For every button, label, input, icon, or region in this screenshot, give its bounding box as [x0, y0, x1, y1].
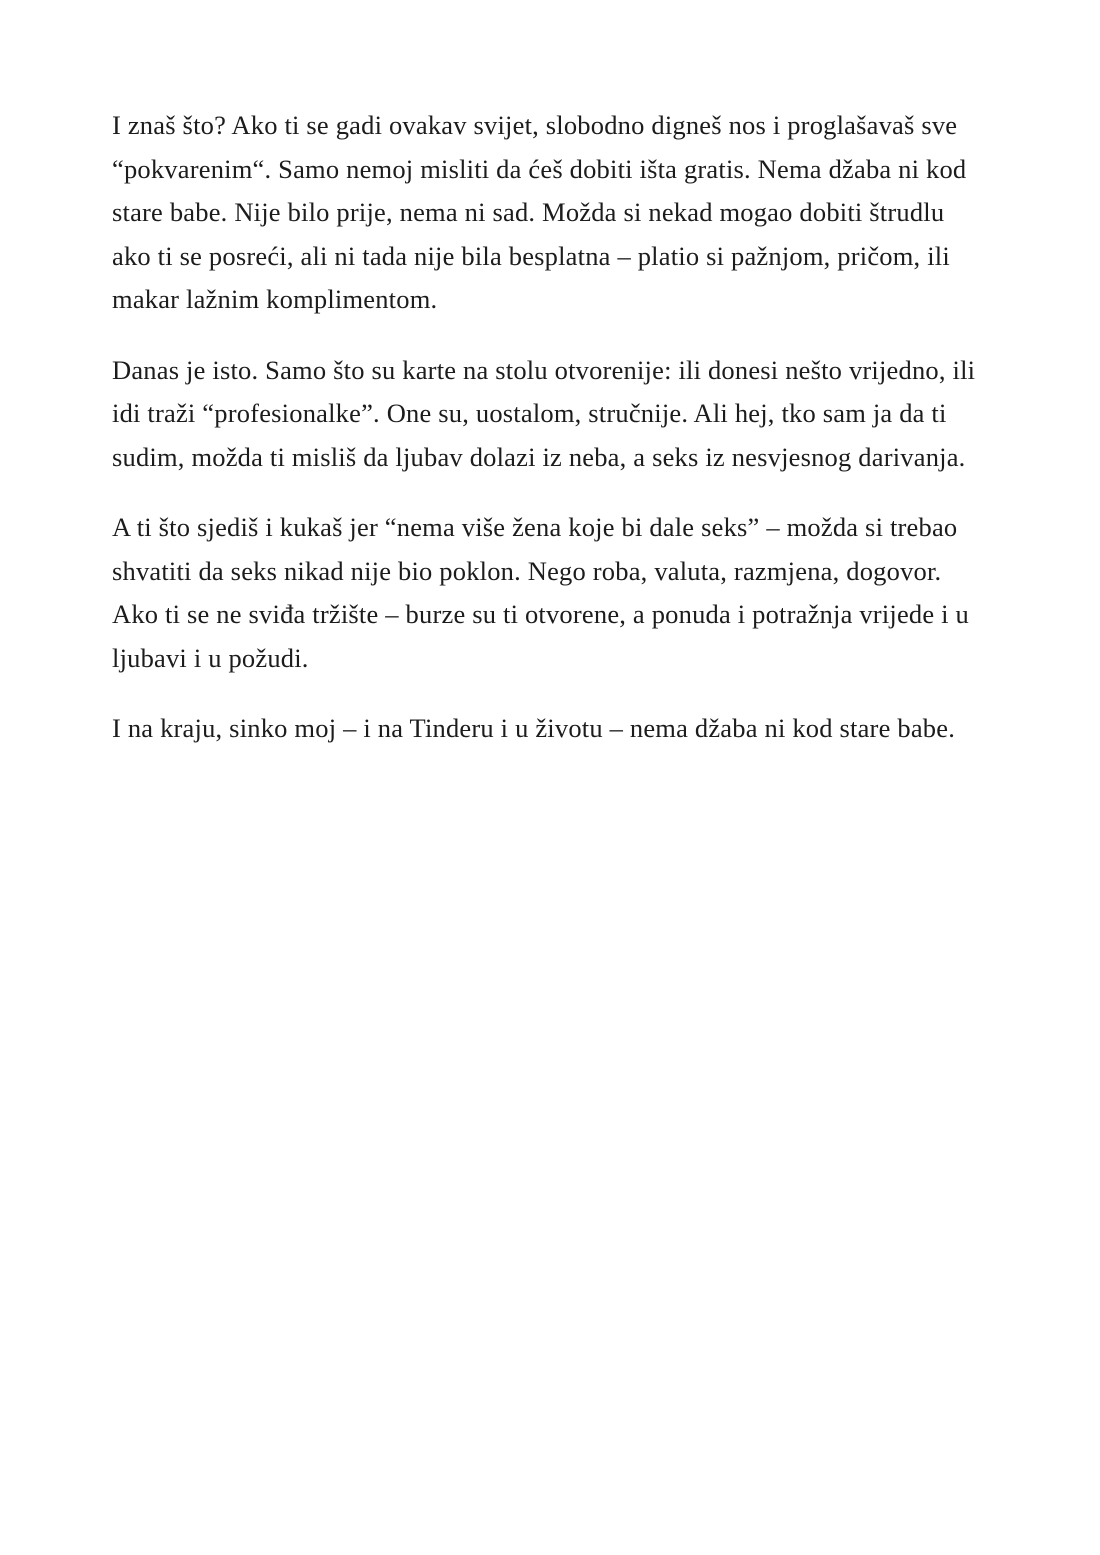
paragraph-2: Danas je isto. Samo što su karte na stolu otvorenije: ili donesi nešto vrijedno, ili idi traži “profesionalke”. One su, uostalom, stručnije. Ali hej, tko sam ja da ti sudim, možda ti misliš da ljubav dolazi iz neba, a seks iz nesvjesnog darivanja.: [112, 354, 976, 472]
paragraph-1: I znaš što? Ako ti se gadi ovakav svijet, slobodno digneš nos i proglašavaš sve “pokvarenim“. Samo nemoj misliti da ćeš dobiti išta gratis. Nema džaba ni kod stare babe. Nije bilo prije, nema ni sad. Možda si nekad mogao dobiti štrudlu ako ti se posreći, ali ni tada nije bila besplatna – platio si pažnjom, pričom, ili makar lažnim komplimentom.: [112, 110, 967, 314]
paragraph-3: A ti što sjediš i kukaš jer “nema više žena koje bi dale seks” – možda si trebao shvatiti da seks nikad nije bio poklon. Nego roba, valuta, razmjena, dogovor. Ako ti se ne sviđa tržište – burze su ti otvorene, a ponuda i potražnja vrijede i u ljubavi i u požudi.: [112, 512, 969, 673]
text-body: [112, 104, 988, 778]
paragraph-4: I na kraju, sinko moj – i na Tinderu i u životu – nema džaba ni kod stare babe.: [112, 713, 956, 743]
